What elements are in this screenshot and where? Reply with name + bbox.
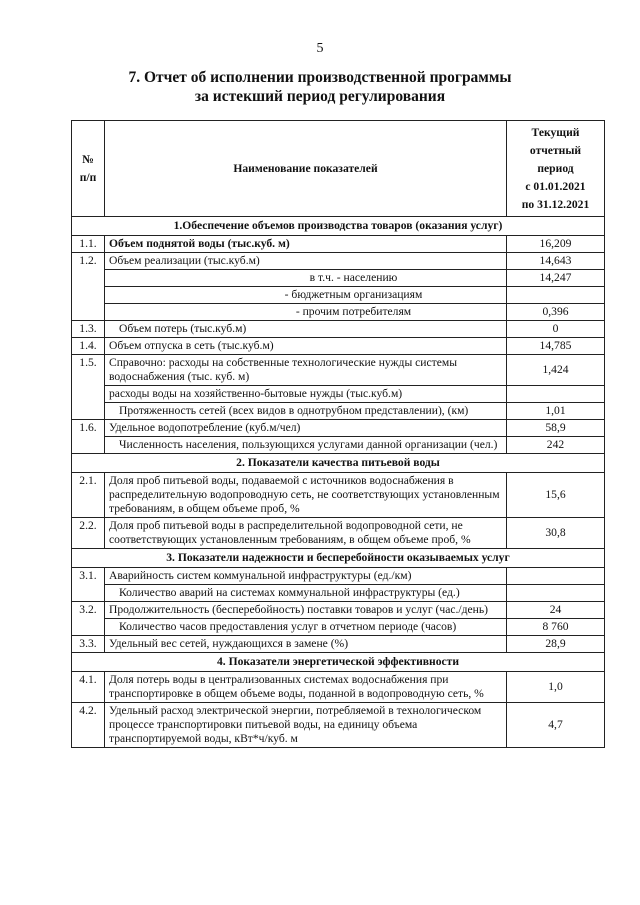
row-number: 4.2. <box>72 703 105 748</box>
row-name: Доля проб питьевой воды, подаваемой с источников водоснабжения в распределительную водопроводную сеть, не соответствующих установленным требованиям, в общем объеме проб, % <box>105 473 507 518</box>
table-row <box>72 619 605 636</box>
row-value: 14,247 <box>507 270 605 287</box>
row-value: 0 <box>507 321 605 338</box>
row-name: Объем потерь (тыс.куб.м) <box>105 321 507 338</box>
title-line-1: 7. Отчет об исполнении производственной программы <box>128 69 512 86</box>
header-number <box>72 121 105 217</box>
table-row <box>72 355 605 386</box>
table-row <box>72 270 605 287</box>
row-name: Удельный вес сетей, нуждающихся в замене (%) <box>105 636 507 653</box>
table-row <box>72 602 605 619</box>
table-row <box>72 437 605 454</box>
row-number: 3.2. <box>72 602 105 636</box>
row-value <box>507 287 605 304</box>
row-name: Удельное водопотребление (куб.м/чел) <box>105 420 507 437</box>
table-row <box>72 518 605 549</box>
row-value: 24 <box>507 602 605 619</box>
table-header-row <box>72 121 605 217</box>
row-number: 2.1. <box>72 473 105 518</box>
row-value <box>507 568 605 585</box>
row-name: Аварийность систем коммунальной инфраструктуры (ед./км) <box>105 568 507 585</box>
row-value: 242 <box>507 437 605 454</box>
row-value: 0,396 <box>507 304 605 321</box>
row-value: 8 760 <box>507 619 605 636</box>
table-row <box>72 636 605 653</box>
row-name: Доля потерь воды в централизованных системах водоснабжения при транспортировке в общем объеме воды, поданной в водопроводную сеть, % <box>105 672 507 703</box>
row-number: 1.5. <box>72 355 105 420</box>
table-row <box>72 585 605 602</box>
row-name: Удельный расход электрической энергии, потребляемой в технологическом процессе транспортировки питьевой воды, на единицу объема транспортируемой воды, кВт*ч/куб. м <box>105 703 507 748</box>
header-period-line: Текущий <box>531 125 580 139</box>
row-value: 4,7 <box>507 703 605 748</box>
row-number: 2.2. <box>72 518 105 549</box>
row-number: 3.3. <box>72 636 105 653</box>
row-name: Количество аварий на системах коммунальной инфраструктуры (ед.) <box>105 585 507 602</box>
row-value: 1,424 <box>507 355 605 386</box>
table-row <box>72 420 605 437</box>
table-row <box>72 321 605 338</box>
row-name: Численность населения, пользующихся услугами данной организации (чел.) <box>105 437 507 454</box>
row-value: 30,8 <box>507 518 605 549</box>
section-row <box>72 549 605 568</box>
table-row <box>72 304 605 321</box>
table-row <box>72 473 605 518</box>
row-value <box>507 585 605 602</box>
row-name: - бюджетным организациям <box>105 287 507 304</box>
row-value: 58,9 <box>507 420 605 437</box>
table-row <box>72 287 605 304</box>
row-number: 1.4. <box>72 338 105 355</box>
row-name: Объем реализации (тыс.куб.м) <box>105 253 507 270</box>
section-row <box>72 653 605 672</box>
table-row <box>72 338 605 355</box>
table-row <box>72 253 605 270</box>
table-row <box>72 386 605 403</box>
row-number: 3.1. <box>72 568 105 602</box>
header-period-line: период <box>537 161 574 175</box>
section-title: 1.Обеспечение объемов производства товаров (оказания услуг) <box>72 217 605 236</box>
header-number-line: п/п <box>79 170 97 184</box>
header-name: Наименование показателей <box>105 121 507 217</box>
report-table <box>71 120 605 748</box>
table-row <box>72 236 605 253</box>
table-row <box>72 672 605 703</box>
row-name: расходы воды на хозяйственно-бытовые нужды (тыс.куб.м) <box>105 386 507 403</box>
title-line-2: за истекший период регулирования <box>194 88 446 105</box>
section-title: 4. Показатели энергетической эффективности <box>72 653 605 672</box>
row-value: 1,01 <box>507 403 605 420</box>
row-name: Доля проб питьевой воды в распределительной водопроводной сети, не соответствующих установленным требованиям, в общем объеме проб, % <box>105 518 507 549</box>
row-value: 1,0 <box>507 672 605 703</box>
section-title: 3. Показатели надежности и бесперебойности оказываемых услуг <box>72 549 605 568</box>
row-number: 1.1. <box>72 236 105 253</box>
table-row <box>72 403 605 420</box>
row-name: - прочим потребителям <box>105 304 507 321</box>
header-period <box>507 121 605 217</box>
row-value: 16,209 <box>507 236 605 253</box>
row-number: 1.6. <box>72 420 105 454</box>
row-value <box>507 386 605 403</box>
section-title: 2. Показатели качества питьевой воды <box>72 454 605 473</box>
row-name: в т.ч. - населению <box>105 270 507 287</box>
header-period-line: отчетный <box>529 143 582 157</box>
section-row <box>72 217 605 236</box>
row-name: Объем поднятой воды (тыс.куб. м) <box>105 236 507 253</box>
table-row <box>72 703 605 748</box>
row-number: 4.1. <box>72 672 105 703</box>
header-period-line: по 31.12.2021 <box>521 197 590 211</box>
document-title <box>0 68 640 106</box>
row-value: 14,785 <box>507 338 605 355</box>
section-row <box>72 454 605 473</box>
row-value: 28,9 <box>507 636 605 653</box>
header-number-line: № <box>82 152 94 166</box>
row-name: Справочно: расходы на собственные технологические нужды системы водоснабжения (тыс. куб. м) <box>105 355 507 386</box>
row-name: Количество часов предоставления услуг в отчетном периоде (часов) <box>105 619 507 636</box>
row-value: 14,643 <box>507 253 605 270</box>
table-row <box>72 568 605 585</box>
header-period-line: с 01.01.2021 <box>525 179 586 193</box>
page-number: 5 <box>316 41 324 56</box>
row-name: Продолжительность (бесперебойность) поставки товаров и услуг (час./день) <box>105 602 507 619</box>
row-value: 15,6 <box>507 473 605 518</box>
row-name: Объем отпуска в сеть (тыс.куб.м) <box>105 338 507 355</box>
row-number: 1.2. <box>72 253 105 321</box>
row-number: 1.3. <box>72 321 105 338</box>
row-name: Протяженность сетей (всех видов в однотрубном представлении), (км) <box>105 403 507 420</box>
